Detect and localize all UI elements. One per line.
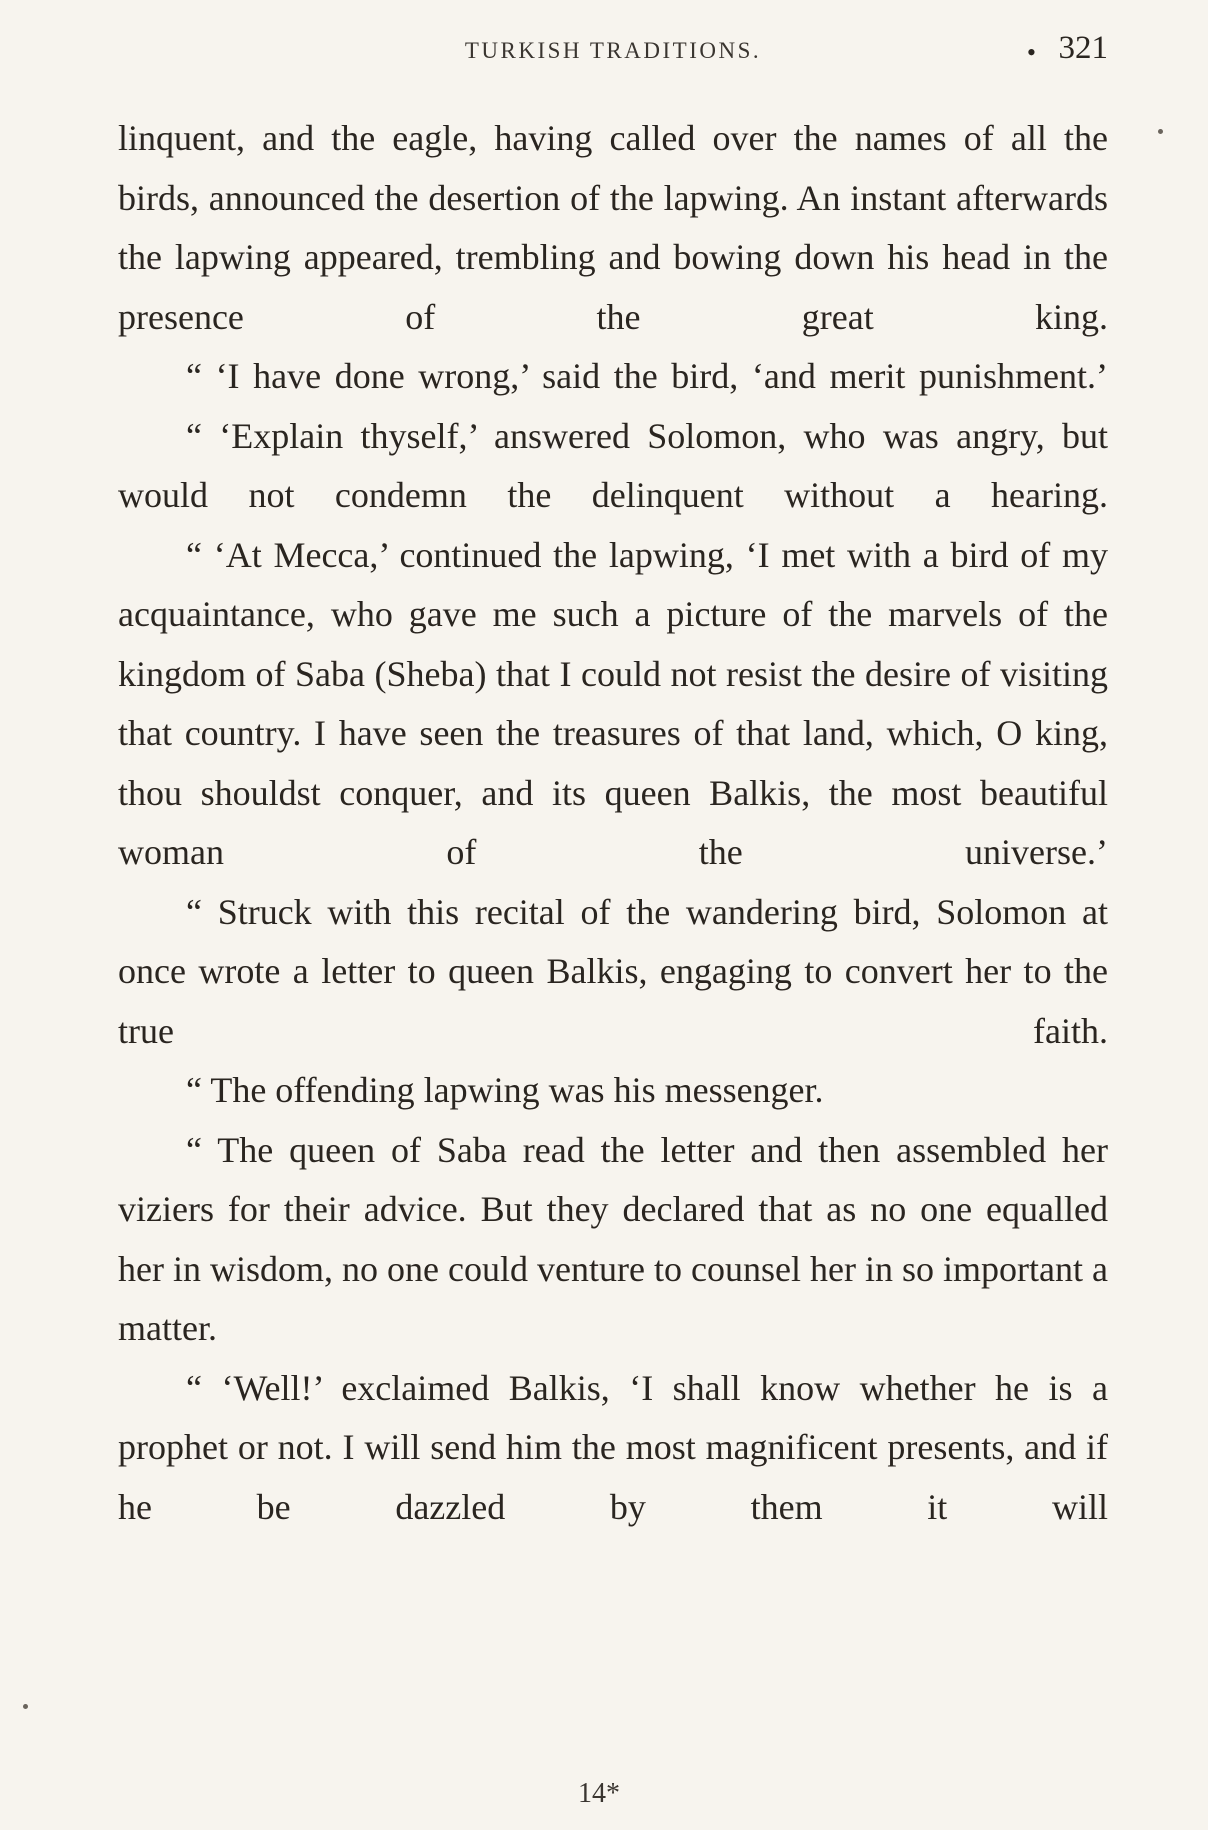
margin-speck <box>23 1704 28 1709</box>
header-bullet: • <box>1026 38 1036 67</box>
paragraph-5: “ Struck with this recital of the wandering bird, Solomon at once wrote a letter to queen Balkis, engaging to convert her to the true faith. <box>118 891 1108 1051</box>
paragraph-8: “ ‘Well!’ exclaimed Balkis, ‘I shall know whether he is a prophet or not. I will send him the most magnificent presents, and if he be dazzled by them it will <box>118 1367 1108 1527</box>
paragraph-7: “ The queen of Saba read the letter and then assembled her viziers for their advice. But they declared that as no one equalled her in wisdom, no one could venture to counsel her in so important a matter. <box>118 1129 1108 1348</box>
paragraph-6: “ The offending lapwing was his messenger. <box>186 1070 824 1110</box>
paragraph-4: “ ‘At Mecca,’ continued the lapwing, ‘I met with a bird of my acquaintance, who gave me such a picture of the marvels of the kingdom of Saba (Sheba) that I could not resist the desire of visiting that country. I have seen the treasures of that land, which, O king, thou shouldst conquer, and its queen Balkis, the most beautiful woman of the universe.’ <box>118 534 1108 872</box>
paragraph-2: “ ‘I have done wrong,’ said the bird, ‘and merit punishment.’ <box>186 356 1108 396</box>
running-head <box>118 30 1108 70</box>
body-text <box>118 109 1108 1537</box>
running-title: TURKISH TRADITIONS. <box>464 38 762 63</box>
margin-speck <box>1158 129 1163 134</box>
page-number: 321 <box>1058 30 1108 66</box>
paragraph-3: “ ‘Explain thyself,’ answered Solomon, who was angry, but would not condemn the delinquent without a hearing. <box>118 415 1108 515</box>
signature-mark: 14* <box>578 1778 620 1809</box>
paragraph-1: linquent, and the eagle, having called over the names of all the birds, announced the desertion of the lapwing. An instant afterwards the lapwing appeared, trembling and bowing down his head in the presence of the great king. <box>118 118 1108 337</box>
